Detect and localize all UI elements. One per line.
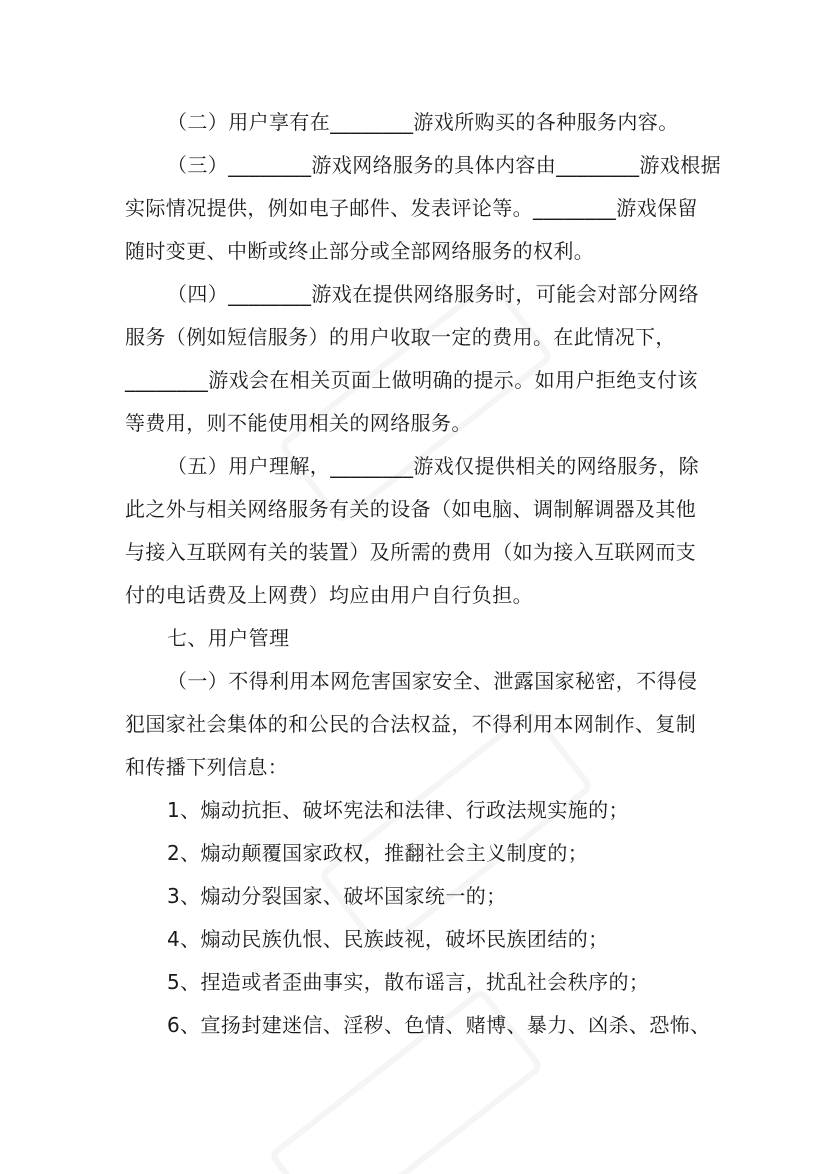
text-line: （二）用户享有在________游戏所购买的各种服务内容。 [167, 110, 679, 134]
text-line: 犯国家社会集体的和公民的合法权益，不得利用本网制作、复制 [125, 712, 697, 736]
text-line: 随时变更、中断或终止部分或全部网络服务的权利。 [125, 239, 595, 263]
text-line: （三）________游戏网络服务的具体内容由________游戏根据 [167, 153, 721, 177]
text-line: 和传播下列信息： [125, 755, 289, 779]
list-item: 6、宣扬封建迷信、淫秽、色情、赌博、暴力、凶杀、恐怖、 [167, 1013, 711, 1037]
list-item: 1、煽动抗拒、破坏宪法和法律、行政法规实施的； [167, 798, 629, 822]
text-line: 与接入互联网有关的装置）及所需的费用（如为接入互联网而支 [125, 540, 697, 564]
list-item: 2、煽动颠覆国家政权，推翻社会主义制度的； [167, 841, 589, 865]
document-body [125, 101, 721, 1047]
list-item: 4、煽动民族仇恨、民族歧视，破坏民族团结的； [167, 927, 609, 951]
section-heading-user-management [125, 617, 715, 660]
paragraph-service-content [125, 144, 721, 273]
paragraph-fees [125, 273, 715, 445]
text-line: 付的电话费及上网费）均应由用户自行负担。 [125, 583, 533, 607]
list-item: 3、煽动分裂国家、破坏国家统一的； [167, 884, 507, 908]
list-item: 5、捏造或者歪曲事实，散布谣言，扰乱社会秩序的； [167, 970, 650, 994]
prohibited-list [125, 789, 715, 1047]
text-line: 等费用，则不能使用相关的网络服务。 [125, 411, 472, 435]
text-line: （一）不得利用本网危害国家安全、泄露国家秘密，不得侵 [167, 669, 698, 693]
text-line: ________游戏会在相关页面上做明确的提示。如用户拒绝支付该 [125, 368, 698, 392]
paragraph-user-services [125, 101, 715, 144]
text-line: 此之外与相关网络服务有关的设备（如电脑、调制解调器及其他 [125, 497, 697, 521]
paragraph-user-equipment [125, 445, 715, 617]
text-line: （四）________游戏在提供网络服务时，可能会对部分网络 [167, 282, 699, 306]
text-line: 实际情况提供，例如电子邮件、发表评论等。________游戏保留 [125, 196, 698, 220]
paragraph-prohibitions [125, 660, 715, 789]
text-line: （五）用户理解，________游戏仅提供相关的网络服务，除 [167, 454, 699, 478]
section-title: 七、用户管理 [167, 626, 290, 650]
text-line: 服务（例如短信服务）的用户收取一定的费用。在此情况下， [125, 325, 676, 349]
